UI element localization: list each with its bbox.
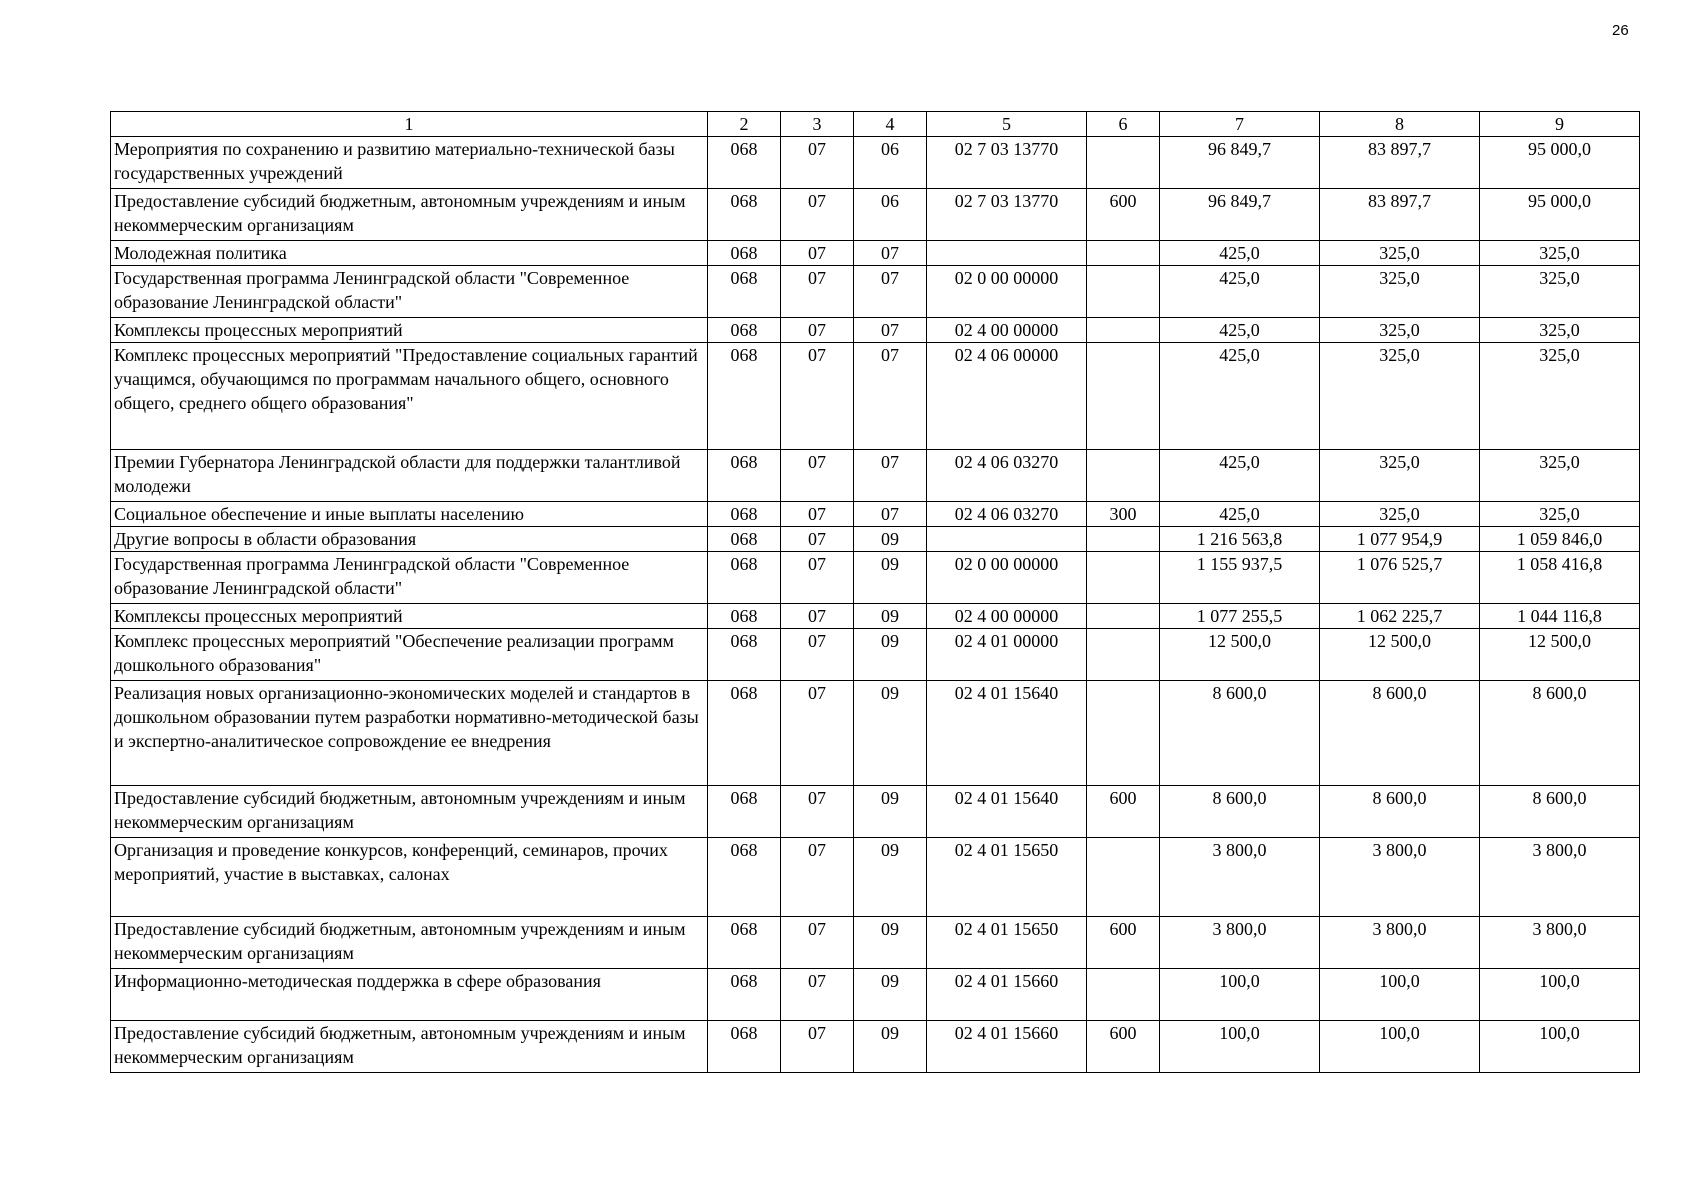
cell-admin-code: 068: [708, 527, 781, 552]
cell-admin-code: 068: [708, 502, 781, 527]
col-header: 4: [854, 112, 927, 137]
cell-amount-col8: 8 600,0: [1320, 681, 1480, 786]
cell-amount-col7: 1 155 937,5: [1160, 552, 1320, 604]
cell-subsection: 07: [854, 266, 927, 318]
cell-amount-col9: 1 059 846,0: [1480, 527, 1640, 552]
cell-target-article: 02 0 00 00000: [927, 266, 1087, 318]
cell-target-article: 02 4 01 15660: [927, 1021, 1087, 1073]
cell-expense-type: [1087, 681, 1160, 786]
cell-amount-col8: 3 800,0: [1320, 838, 1480, 917]
cell-target-article: 02 4 06 00000: [927, 343, 1087, 450]
cell-admin-code: 068: [708, 681, 781, 786]
cell-subsection: 09: [854, 552, 927, 604]
cell-target-article: 02 0 00 00000: [927, 552, 1087, 604]
table-row: [111, 241, 1640, 266]
cell-target-article: 02 4 01 15640: [927, 786, 1087, 838]
cell-amount-col9: 325,0: [1480, 318, 1640, 343]
cell-amount-col7: 8 600,0: [1160, 681, 1320, 786]
table-row: [111, 917, 1640, 969]
col-header: 6: [1087, 112, 1160, 137]
cell-amount-col9: 325,0: [1480, 241, 1640, 266]
cell-amount-col9: 100,0: [1480, 1021, 1640, 1073]
cell-subsection: 06: [854, 137, 927, 189]
cell-amount-col9: 3 800,0: [1480, 838, 1640, 917]
cell-target-article: 02 4 00 00000: [927, 318, 1087, 343]
cell-admin-code: 068: [708, 137, 781, 189]
row-name: Комплексы процессных мероприятий: [111, 604, 708, 629]
cell-admin-code: 068: [708, 786, 781, 838]
cell-admin-code: 068: [708, 552, 781, 604]
cell-subsection: 09: [854, 681, 927, 786]
cell-amount-col8: 325,0: [1320, 343, 1480, 450]
table-row: [111, 137, 1640, 189]
cell-amount-col7: 425,0: [1160, 266, 1320, 318]
cell-amount-col8: 325,0: [1320, 266, 1480, 318]
col-header: 3: [781, 112, 854, 137]
cell-admin-code: 068: [708, 241, 781, 266]
cell-section: 07: [781, 1021, 854, 1073]
cell-admin-code: 068: [708, 1021, 781, 1073]
cell-amount-col8: 3 800,0: [1320, 917, 1480, 969]
table-row: [111, 318, 1640, 343]
cell-section: 07: [781, 838, 854, 917]
cell-amount-col7: 425,0: [1160, 318, 1320, 343]
cell-expense-type: [1087, 604, 1160, 629]
table-row: [111, 838, 1640, 917]
cell-amount-col9: 1 058 416,8: [1480, 552, 1640, 604]
table-row: [111, 552, 1640, 604]
cell-subsection: 07: [854, 450, 927, 502]
cell-admin-code: 068: [708, 629, 781, 681]
cell-expense-type: [1087, 318, 1160, 343]
cell-subsection: 07: [854, 343, 927, 450]
cell-subsection: 09: [854, 629, 927, 681]
table-row: [111, 450, 1640, 502]
cell-amount-col9: 8 600,0: [1480, 681, 1640, 786]
cell-target-article: 02 7 03 13770: [927, 137, 1087, 189]
col-header: 2: [708, 112, 781, 137]
cell-amount-col7: 96 849,7: [1160, 189, 1320, 241]
cell-expense-type: [1087, 838, 1160, 917]
table-row: [111, 527, 1640, 552]
cell-section: 07: [781, 786, 854, 838]
cell-section: 07: [781, 604, 854, 629]
cell-section: 07: [781, 137, 854, 189]
table-row: [111, 266, 1640, 318]
cell-amount-col8: 8 600,0: [1320, 786, 1480, 838]
cell-amount-col7: 3 800,0: [1160, 917, 1320, 969]
cell-target-article: 02 4 06 03270: [927, 450, 1087, 502]
cell-admin-code: 068: [708, 343, 781, 450]
table-row: [111, 1021, 1640, 1073]
cell-subsection: 07: [854, 502, 927, 527]
cell-target-article: 02 4 01 15660: [927, 969, 1087, 1021]
cell-target-article: [927, 527, 1087, 552]
cell-section: 07: [781, 189, 854, 241]
cell-amount-col9: 12 500,0: [1480, 629, 1640, 681]
cell-subsection: 09: [854, 604, 927, 629]
row-name: Премии Губернатора Ленинградской области для поддержки талантливой молодежи: [111, 450, 708, 502]
cell-expense-type: 600: [1087, 189, 1160, 241]
cell-amount-col8: 100,0: [1320, 969, 1480, 1021]
col-header: 7: [1160, 112, 1320, 137]
cell-amount-col9: 325,0: [1480, 502, 1640, 527]
cell-amount-col7: 100,0: [1160, 969, 1320, 1021]
table-row: [111, 681, 1640, 786]
cell-target-article: 02 7 03 13770: [927, 189, 1087, 241]
cell-admin-code: 068: [708, 189, 781, 241]
table-body: [111, 137, 1640, 1073]
row-name: Организация и проведение конкурсов, конференций, семинаров, прочих мероприятий, участие в выставках, салонах: [111, 838, 708, 917]
table-row: [111, 604, 1640, 629]
cell-expense-type: [1087, 629, 1160, 681]
cell-amount-col9: 3 800,0: [1480, 917, 1640, 969]
cell-section: 07: [781, 552, 854, 604]
cell-expense-type: [1087, 450, 1160, 502]
cell-amount-col9: 1 044 116,8: [1480, 604, 1640, 629]
header-row: [111, 112, 1640, 137]
cell-amount-col8: 83 897,7: [1320, 189, 1480, 241]
table-row: [111, 343, 1640, 450]
cell-admin-code: 068: [708, 838, 781, 917]
row-name: Предоставление субсидий бюджетным, автономным учреждениям и иным некоммерческим организациям: [111, 786, 708, 838]
col-header: 5: [927, 112, 1087, 137]
cell-amount-col8: 1 076 525,7: [1320, 552, 1480, 604]
table-row: [111, 629, 1640, 681]
row-name: Государственная программа Ленинградской области "Современное образование Ленинградской области": [111, 266, 708, 318]
col-header: 1: [111, 112, 708, 137]
cell-expense-type: 600: [1087, 917, 1160, 969]
cell-amount-col7: 1 216 563,8: [1160, 527, 1320, 552]
row-name: Предоставление субсидий бюджетным, автономным учреждениям и иным некоммерческим организациям: [111, 189, 708, 241]
cell-amount-col9: 325,0: [1480, 266, 1640, 318]
cell-amount-col7: 425,0: [1160, 241, 1320, 266]
cell-section: 07: [781, 527, 854, 552]
cell-amount-col7: 100,0: [1160, 1021, 1320, 1073]
row-name: Предоставление субсидий бюджетным, автономным учреждениям и иным некоммерческим организациям: [111, 917, 708, 969]
row-name: Молодежная политика: [111, 241, 708, 266]
cell-target-article: [927, 241, 1087, 266]
cell-amount-col7: 12 500,0: [1160, 629, 1320, 681]
cell-admin-code: 068: [708, 318, 781, 343]
cell-section: 07: [781, 629, 854, 681]
budget-table: [110, 111, 1640, 1073]
cell-amount-col8: 325,0: [1320, 502, 1480, 527]
cell-target-article: 02 4 01 15650: [927, 838, 1087, 917]
cell-section: 07: [781, 502, 854, 527]
col-header: 9: [1480, 112, 1640, 137]
cell-target-article: 02 4 01 15650: [927, 917, 1087, 969]
cell-section: 07: [781, 681, 854, 786]
row-name: Государственная программа Ленинградской области "Современное образование Ленинградской области": [111, 552, 708, 604]
page-number: 26: [1612, 22, 1629, 39]
cell-amount-col9: 95 000,0: [1480, 137, 1640, 189]
cell-subsection: 09: [854, 838, 927, 917]
cell-amount-col9: 8 600,0: [1480, 786, 1640, 838]
table-row: [111, 969, 1640, 1021]
cell-admin-code: 068: [708, 917, 781, 969]
row-name: Социальное обеспечение и иные выплаты населению: [111, 502, 708, 527]
cell-amount-col8: 83 897,7: [1320, 137, 1480, 189]
cell-target-article: 02 4 01 15640: [927, 681, 1087, 786]
cell-section: 07: [781, 343, 854, 450]
cell-expense-type: [1087, 969, 1160, 1021]
cell-amount-col8: 12 500,0: [1320, 629, 1480, 681]
cell-amount-col8: 1 077 954,9: [1320, 527, 1480, 552]
cell-amount-col9: 100,0: [1480, 969, 1640, 1021]
cell-subsection: 09: [854, 786, 927, 838]
cell-amount-col7: 8 600,0: [1160, 786, 1320, 838]
cell-section: 07: [781, 241, 854, 266]
row-name: Информационно-методическая поддержка в сфере образования: [111, 969, 708, 1021]
cell-amount-col8: 1 062 225,7: [1320, 604, 1480, 629]
cell-amount-col8: 100,0: [1320, 1021, 1480, 1073]
col-header: 8: [1320, 112, 1480, 137]
row-name: Комплексы процессных мероприятий: [111, 318, 708, 343]
row-name: Комплекс процессных мероприятий "Предоставление социальных гарантий учащимся, обучающимся по программам начального общего, основного общего, среднего общего образования": [111, 343, 708, 450]
cell-section: 07: [781, 917, 854, 969]
cell-expense-type: [1087, 343, 1160, 450]
row-name: Реализация новых организационно-экономических моделей и стандартов в дошкольном образовании путем разработки нормативно-методической базы и экспертно-аналитическое сопровождение ее внедрения: [111, 681, 708, 786]
cell-subsection: 09: [854, 1021, 927, 1073]
cell-subsection: 07: [854, 241, 927, 266]
cell-subsection: 07: [854, 318, 927, 343]
cell-admin-code: 068: [708, 450, 781, 502]
cell-amount-col7: 1 077 255,5: [1160, 604, 1320, 629]
cell-amount-col8: 325,0: [1320, 450, 1480, 502]
cell-amount-col9: 95 000,0: [1480, 189, 1640, 241]
cell-subsection: 09: [854, 917, 927, 969]
cell-expense-type: [1087, 241, 1160, 266]
cell-section: 07: [781, 318, 854, 343]
row-name: Предоставление субсидий бюджетным, автономным учреждениям и иным некоммерческим организациям: [111, 1021, 708, 1073]
cell-expense-type: 600: [1087, 1021, 1160, 1073]
cell-expense-type: 600: [1087, 786, 1160, 838]
cell-amount-col7: 425,0: [1160, 343, 1320, 450]
cell-expense-type: [1087, 552, 1160, 604]
cell-admin-code: 068: [708, 266, 781, 318]
cell-amount-col7: 425,0: [1160, 450, 1320, 502]
cell-amount-col9: 325,0: [1480, 450, 1640, 502]
cell-subsection: 09: [854, 969, 927, 1021]
row-name: Другие вопросы в области образования: [111, 527, 708, 552]
row-name: Мероприятия по сохранению и развитию материально-технической базы государственных учреждений: [111, 137, 708, 189]
table-row: [111, 189, 1640, 241]
cell-section: 07: [781, 450, 854, 502]
cell-expense-type: [1087, 266, 1160, 318]
cell-amount-col8: 325,0: [1320, 318, 1480, 343]
cell-amount-col8: 325,0: [1320, 241, 1480, 266]
cell-expense-type: [1087, 137, 1160, 189]
cell-section: 07: [781, 266, 854, 318]
cell-subsection: 06: [854, 189, 927, 241]
cell-target-article: 02 4 06 03270: [927, 502, 1087, 527]
table-row: [111, 502, 1640, 527]
cell-target-article: 02 4 00 00000: [927, 604, 1087, 629]
cell-amount-col7: 425,0: [1160, 502, 1320, 527]
row-name: Комплекс процессных мероприятий "Обеспечение реализации программ дошкольного образования": [111, 629, 708, 681]
cell-expense-type: [1087, 527, 1160, 552]
cell-admin-code: 068: [708, 969, 781, 1021]
cell-target-article: 02 4 01 00000: [927, 629, 1087, 681]
cell-amount-col7: 3 800,0: [1160, 838, 1320, 917]
cell-section: 07: [781, 969, 854, 1021]
cell-amount-col7: 96 849,7: [1160, 137, 1320, 189]
cell-admin-code: 068: [708, 604, 781, 629]
cell-expense-type: 300: [1087, 502, 1160, 527]
cell-amount-col9: 325,0: [1480, 343, 1640, 450]
cell-subsection: 09: [854, 527, 927, 552]
table-row: [111, 786, 1640, 838]
